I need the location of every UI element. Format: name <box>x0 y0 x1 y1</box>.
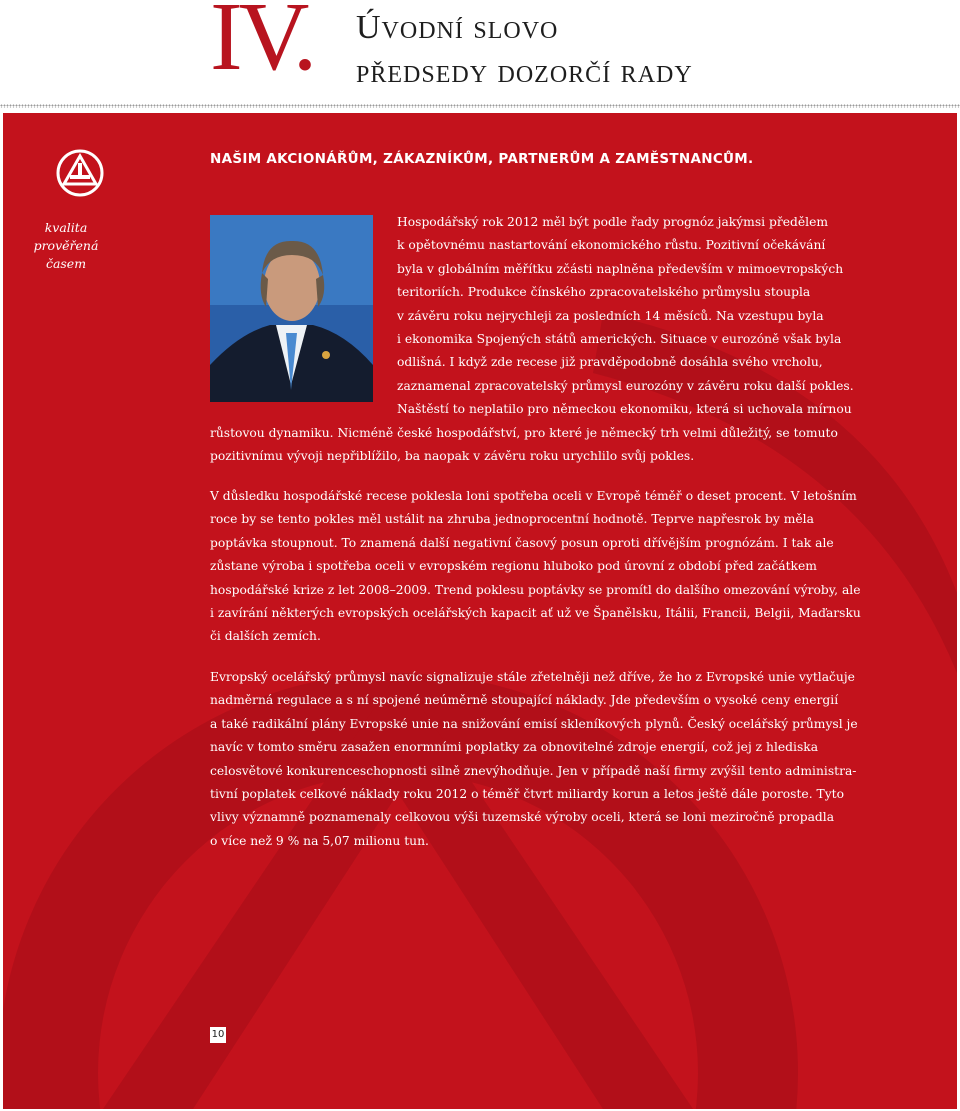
text-line: zůstane výroba i spotřeba oceli v evropském regionu hluboko pod úrovní z období před začátkem <box>210 559 817 574</box>
text-line: nadměrná regulace a s ní spojené neúměrně stoupající náklady. Jde především o vysoké ceny energií <box>210 693 839 708</box>
text-line: roce by se tento pokles měl ustálit na zhruba jednoprocentní hodnotě. Teprve napřesrok by měla <box>210 512 814 527</box>
text-line: k opětovnému nastartování ekonomického růstu. Pozitivní očekávání <box>397 238 826 253</box>
text-line: Naštěstí to neplatilo pro německou ekonomiku, která si uchovala mírnou <box>397 402 852 417</box>
paragraph-3 <box>210 666 950 853</box>
text-line: či dalších zemích. <box>210 629 321 644</box>
text-line: odlišná. I když zde recese již pravděpodobně dosáhla svého vrcholu, <box>397 355 823 370</box>
text-line: byla v globálním měřítku zčásti naplněna především v mimoevropských <box>397 261 844 276</box>
text-line: i ekonomika Spojených států amerických. Situace v eurozóně však byla <box>397 332 842 347</box>
trinec-logo-icon <box>56 149 104 197</box>
slogan-line: časem <box>45 256 87 271</box>
slogan-line: kvalita <box>44 220 88 235</box>
text-line: zaznamenal zpracovatelský průmysl eurozóny v závěru roku další pokles. <box>397 378 854 393</box>
dotted-divider <box>0 104 960 108</box>
paragraph-2 <box>210 485 950 649</box>
chapter-number: IV. <box>210 0 314 91</box>
chapter-title-line-1: Úvodní slovo <box>356 9 559 46</box>
text-line: navíc v tomto směru zasažen enormními poplatky za obnovitelné zdroje energií, což jej z hlediska <box>210 740 819 755</box>
text-line: i zavírání některých evropských ocelářských kapacit ať už ve Španělsku, Itálii, Francii, Belgii, Maďarsku <box>210 606 861 621</box>
chapter-title <box>356 6 693 94</box>
text-line: Hospodářský rok 2012 měl být podle řady prognóz jakýmsi předělem <box>397 215 829 229</box>
chapter-title-line-2: předsedy dozorčí rady <box>356 53 693 90</box>
slogan <box>31 219 101 273</box>
page-number: 10 <box>210 1027 226 1043</box>
text-line: o více než 9 % na 5,07 milionu tun. <box>210 833 429 848</box>
text-line: růstovou dynamiku. Nicméně české hospodářství, pro které je německý trh velmi důležitý, se tomuto <box>210 425 838 440</box>
text-line: pozitivnímu vývoji nepřiblížilo, ba naopak v závěru roku urychlilo svůj pokles. <box>210 449 695 464</box>
page-header <box>0 0 960 102</box>
content-panel <box>3 113 957 1109</box>
text-line: v závěru roku nejrychleji za posledních 14 měsíců. Na vzestupu byla <box>397 308 824 323</box>
text-line: celosvětové konkurenceschopnosti silně znevýhodňuje. Jen v případě naší firmy zvýšil tento administra- <box>210 763 857 778</box>
text-line: vlivy významně poznamenaly celkovou výši tuzemské výroby oceli, která se loni meziročně propadla <box>210 810 835 825</box>
text-line: V důsledku hospodářské recese poklesla loni spotřeba oceli v Evropě téměř o deset procent. V letošním <box>210 489 857 503</box>
paragraph-1 <box>210 211 950 468</box>
text-line: tivní poplatek celkové náklady roku 2012 o téměř čtvrt miliardy korun a letos ještě dále poroste. Tyto <box>210 787 845 802</box>
salutation-heading: NAŠIM AKCIONÁŘŮM, ZÁKAZNÍKŮM, PARTNERŮM A ZAMĚSTNANCŮM. <box>210 151 754 167</box>
text-line: teritoriích. Produkce čínského zpracovatelského průmyslu stoupla <box>397 285 811 300</box>
text-line: a také radikální plány Evropské unie na snižování emisí skleníkových plynů. Český ocelářský průmysl je <box>210 716 858 731</box>
slogan-line: prověřená <box>33 238 99 253</box>
text-line: poptávka stoupnout. To znamená další negativní časový posun oproti dřívějším prognózám. I tak ale <box>210 535 834 550</box>
text-line: hospodářské krize z let 2008–2009. Trend poklesu poptávky se promítl do dalšího omezování výroby, ale <box>210 582 861 597</box>
text-line: Evropský ocelářský průmysl navíc signalizuje stále zřetelněji než dříve, že ho z Evropské unie vytlačuje <box>210 670 855 684</box>
